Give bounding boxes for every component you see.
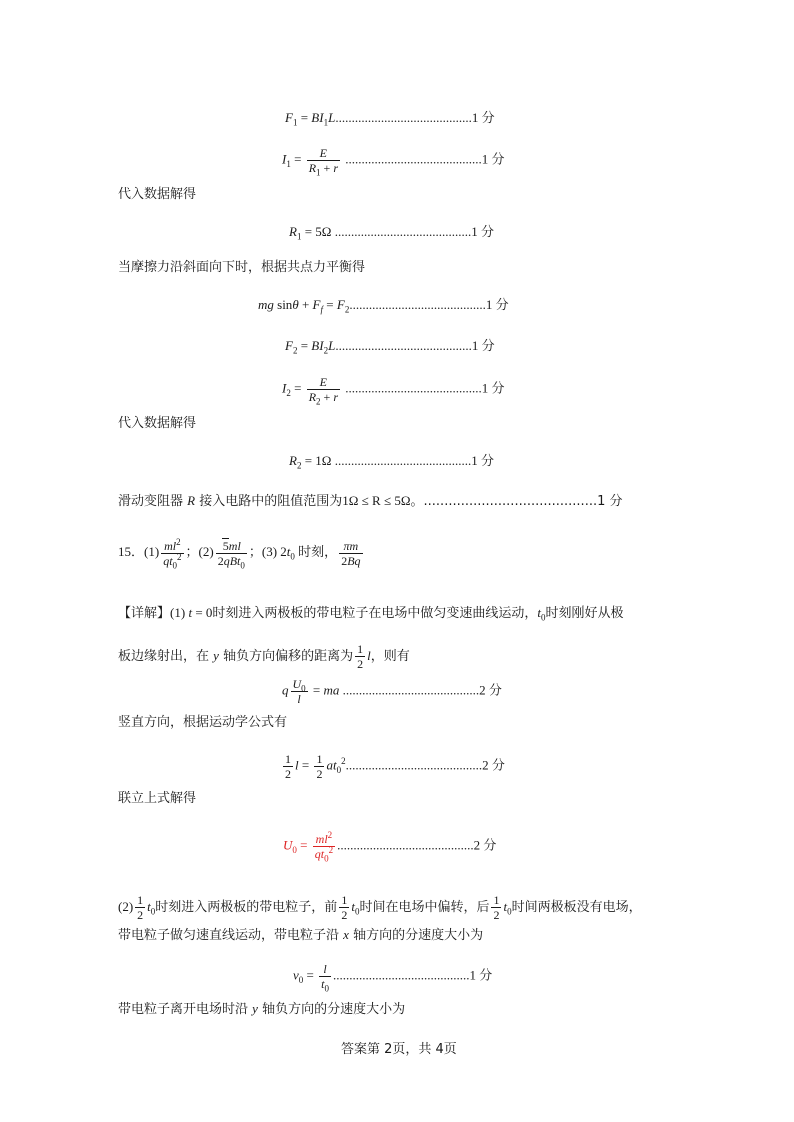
- text: 板边缘射出，在: [118, 649, 210, 664]
- question-number: 15．: [118, 543, 145, 559]
- equation-balance: mg $\sin\theta + F_f = F_2..........................................1$ 分: [258, 297, 509, 315]
- text-line-range: 滑动变阻器 R 接入电路中的阻值范围为1Ω ≤ R ≤ 5Ω。..........................................1 分: [118, 493, 623, 509]
- score: ..........................................1 分: [334, 453, 494, 468]
- text: 轴负方向偏移的距离为: [223, 649, 354, 664]
- score: ..........................................2 分: [342, 682, 502, 698]
- equation-v0: $v_0$ = $\frac{l}{t_0}$ ..........................................1 分: [293, 962, 493, 994]
- detail-heading: 【详解】: [118, 606, 171, 621]
- score: ..........................................2 分: [345, 757, 505, 773]
- score: ..........................................1 分: [335, 338, 495, 353]
- equation-i1: $I_1$ = $\frac{E}{R_1 + r}$ ..........................................1 分: [282, 146, 505, 178]
- score: ..........................................1 分: [334, 224, 494, 239]
- score: ..........................................1 分: [335, 110, 495, 125]
- text: 时刻进入两极板的带电粒子，前: [155, 900, 338, 915]
- score: 。..........................................1 分: [410, 494, 623, 509]
- equation-force: q $\frac{U_0}{l}$ = ma ..........................................2 分: [282, 677, 502, 706]
- text-line: 联立上式解得: [118, 791, 197, 806]
- score: ..........................................1 分: [332, 967, 493, 983]
- equation-r2: $R_2 = 1\Omega$ ..........................................1 分: [289, 453, 494, 471]
- text: 时间两极板没有电场，: [511, 900, 642, 915]
- text: 时刻进入两极板的带电粒子在电场中做匀变速曲线运动，: [212, 606, 538, 621]
- text-line: 带电粒子离开电场时沿 y 轴负方向的分速度大小为: [118, 1001, 406, 1017]
- text: 带电粒子做匀速直线运动，带电粒子沿: [118, 928, 340, 943]
- question-15-answers: 15．(1) $\frac{ml^2}{qt_0^2}$ ；(2) $\frac{5ml}{2qBt_0}$ ；(3) $2t_0$ 时刻， $\frac{\pi m}{2Bq}$: [118, 536, 361, 571]
- detail-line-2: 板边缘射出，在 y 轴负方向偏移的距离为 $\frac{1}{2}$ l，则有: [118, 642, 410, 671]
- text-line: 代入数据解得: [118, 416, 197, 431]
- score: ..........................................1 分: [345, 380, 505, 396]
- equation-u0-result: $U_0$ = $\frac{ml^2}{qt_0^2}$ ..........................................2 分: [283, 830, 497, 864]
- equation-f1: $F_1 = BI_1L..........................................1$ 分: [285, 110, 495, 128]
- score: ..........................................2 分: [337, 837, 497, 853]
- equation-f2: $F_2 = BI_2L..........................................1$ 分: [285, 338, 495, 356]
- text: 时刻刚好从极: [545, 606, 624, 621]
- score: ..........................................1 分: [349, 297, 509, 312]
- detail-part2-line-2: 带电粒子做匀速直线运动，带电粒子沿 x 轴方向的分速度大小为: [118, 927, 484, 943]
- equation-kinematics: $\frac{1}{2}$ l = $\frac{1}{2}$ $at_0^2..........................................2$ 分: [285, 752, 505, 781]
- detail-part2-line-1: (2) $\frac{1}{2}$ $t_0$时刻进入两极板的带电粒子，前 $\frac{1}{2}$ $t_0$时间在电场中偏转，后 $\frac{1}{2}$ $t_0$时间两极板没有电场，: [118, 893, 642, 922]
- text-line: 竖直方向，根据运动学公式有: [118, 715, 288, 730]
- text: 滑动变阻器: [118, 494, 184, 509]
- score: ..........................................1 分: [345, 151, 505, 167]
- equation-i2: $I_2$ = $\frac{E}{R_2 + r}$ ..........................................1 分: [282, 375, 505, 407]
- text: 轴方向的分速度大小为: [353, 928, 484, 943]
- text: 带电粒子离开电场时沿: [118, 1002, 249, 1017]
- text: 时间在电场中偏转，后: [359, 900, 490, 915]
- text-line: 代入数据解得: [118, 187, 197, 202]
- detail-line-1: 【详解】(1) t = 0时刻进入两极板的带电粒子在电场中做匀变速曲线运动，$t_0$时刻刚好从极: [118, 605, 624, 623]
- text: 接入电路中的阻值范围为: [199, 494, 343, 509]
- equation-r1: $R_1 = 5\Omega$ ..........................................1 分: [289, 224, 494, 242]
- text: ，则有: [370, 649, 410, 664]
- page-footer: 答案第 2页，共 4页: [341, 1042, 457, 1057]
- text-line: 当摩擦力沿斜面向下时，根据共点力平衡得: [118, 260, 366, 275]
- text: 轴负方向的分速度大小为: [262, 1002, 406, 1017]
